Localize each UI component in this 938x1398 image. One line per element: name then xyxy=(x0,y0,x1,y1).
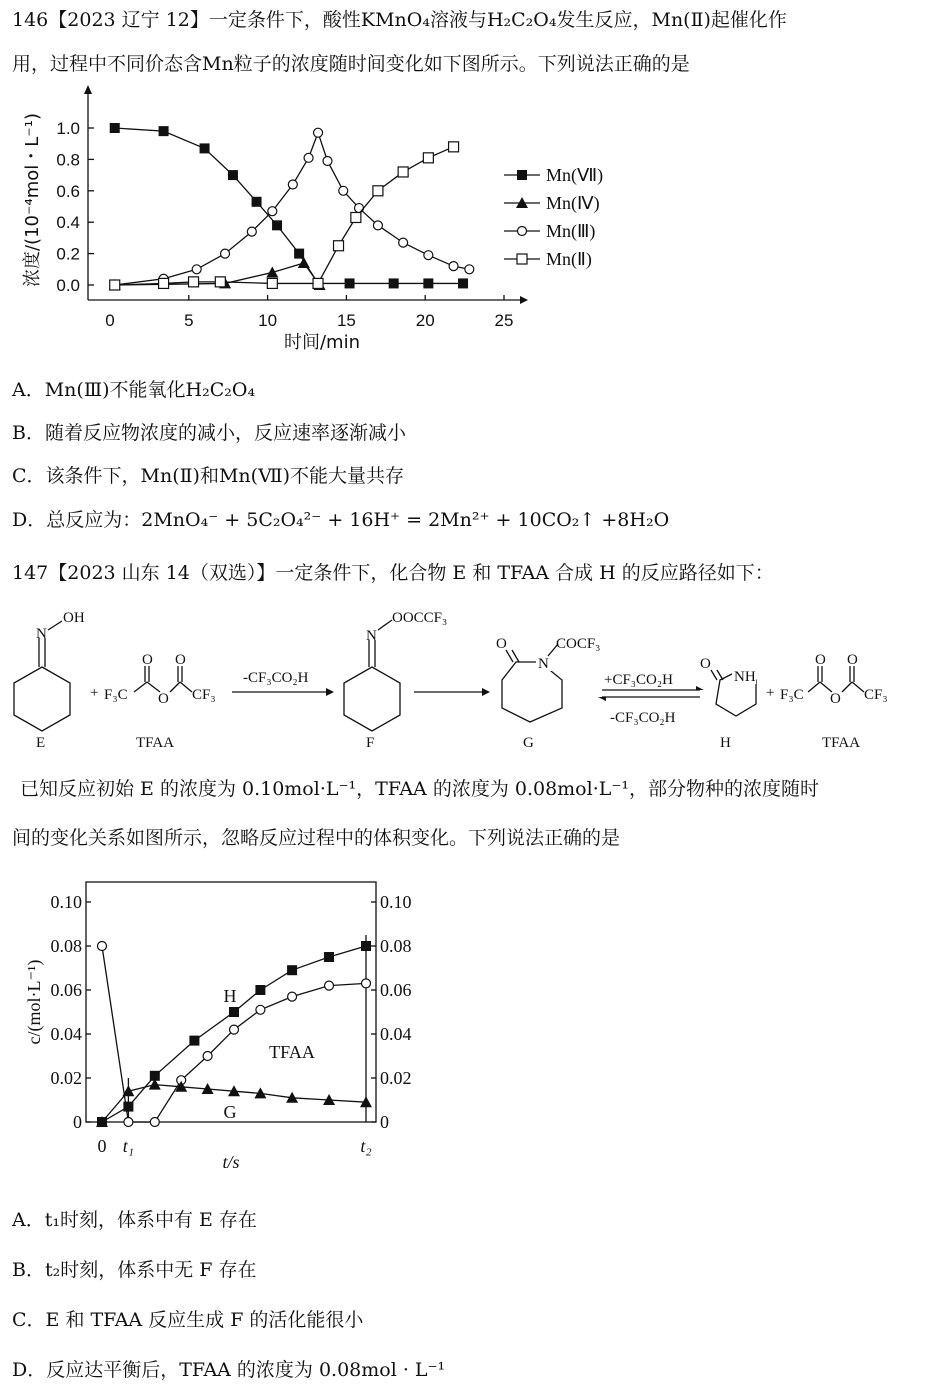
data-point xyxy=(399,238,408,247)
g-o-atom: O xyxy=(496,636,507,652)
tfaa-f3c: F₃C xyxy=(104,687,128,703)
data-point xyxy=(203,1052,212,1061)
compound-f xyxy=(344,610,447,751)
y-tick-label-left: 0.08 xyxy=(50,936,82,956)
y-tick-label-left: 0.02 xyxy=(50,1068,82,1088)
compound-g xyxy=(496,636,600,751)
eq-reverse-label: -CF₃CO₂H xyxy=(610,710,676,726)
series-label: G xyxy=(223,1102,237,1122)
data-point xyxy=(298,257,310,268)
data-point xyxy=(373,221,382,230)
data-point xyxy=(351,212,361,222)
data-point xyxy=(314,128,323,137)
tfaa2-cf3: CF₃ xyxy=(864,687,888,703)
data-point xyxy=(324,952,334,962)
data-point xyxy=(362,979,371,988)
label-f: F xyxy=(366,735,375,751)
data-point xyxy=(256,1005,265,1014)
y-axis-arrow xyxy=(84,85,92,94)
y-tick-label: 0.0 xyxy=(56,276,80,295)
f-ester-group: OOCCF₃ xyxy=(392,610,448,626)
q147-option-b: B．t₂时刻，体系中无 F 存在 xyxy=(12,1259,257,1281)
series-label: TFAA xyxy=(269,1042,315,1062)
y-tick-label-right: 0.10 xyxy=(380,892,412,912)
data-point xyxy=(272,220,282,230)
e-n-atom: N xyxy=(36,626,47,642)
data-point xyxy=(229,1007,239,1017)
tfaa2-o1: O xyxy=(815,652,826,668)
data-point xyxy=(398,167,408,177)
data-point xyxy=(304,153,313,162)
x-tick-label: t₂ xyxy=(360,1136,372,1156)
compound-tfaa xyxy=(104,652,216,751)
y-tick-label-left: 0 xyxy=(73,1112,82,1132)
tfaa-o1: O xyxy=(142,652,153,668)
plus-sign-2: + xyxy=(766,685,775,701)
label-g: G xyxy=(523,735,534,751)
data-point xyxy=(189,1036,199,1046)
y-tick-label-right: 0.04 xyxy=(380,1024,412,1044)
data-point xyxy=(288,180,297,189)
x-tick-label: 20 xyxy=(415,311,435,330)
data-point xyxy=(123,1102,133,1112)
compound-tfaa-2 xyxy=(780,652,888,751)
data-point xyxy=(323,156,332,165)
q146-option-d: D．总反应为：2MnO₄⁻ + 5C₂O₄²⁻ + 16H⁺ = 2Mn²⁺ + 10CO₂↑ +8H₂O xyxy=(12,509,670,531)
data-point xyxy=(449,142,459,152)
data-point xyxy=(98,942,107,951)
tfaa2-o-bridge: O xyxy=(830,691,841,707)
series-line xyxy=(115,133,470,285)
x-axis-arrow xyxy=(520,296,528,304)
q147-option-c: C．E 和 TFAA 反应生成 F 的活化能很小 xyxy=(12,1309,364,1331)
compound-h xyxy=(700,656,756,751)
data-point xyxy=(189,277,199,287)
x-tick-label: 15 xyxy=(336,311,356,330)
data-point xyxy=(268,207,277,216)
label-tfaa-1: TFAA xyxy=(136,735,175,751)
data-point xyxy=(288,992,297,1001)
data-point xyxy=(423,278,433,288)
data-point xyxy=(266,266,278,277)
y-tick-label-left: 0.06 xyxy=(50,980,82,1000)
g-cocf3-group: COCF₃ xyxy=(556,636,601,652)
data-point xyxy=(325,981,334,990)
q146-title-line1: 146【2023 辽宁 12】一定条件下，酸性KMnO₄溶液与H₂C₂O₄发生反应，Mn(Ⅱ)起催化作 xyxy=(12,9,787,31)
data-point xyxy=(267,278,277,288)
data-point xyxy=(200,143,210,153)
q147-option-d: D．反应达平衡后，TFAA 的浓度为 0.08mol · L⁻¹ xyxy=(12,1359,446,1381)
data-point xyxy=(159,126,169,136)
data-point xyxy=(287,965,297,975)
q147-known-line1: 已知反应初始 E 的浓度为 0.10mol·L⁻¹，TFAA 的浓度为 0.08mol·L⁻¹，部分物种的浓度随时 xyxy=(20,778,819,800)
data-point xyxy=(361,941,371,951)
y-tick-label: 0.2 xyxy=(56,244,80,264)
legend-marker xyxy=(518,227,527,236)
y-tick-label-left: 0.04 xyxy=(50,1024,82,1044)
q146-title-line2: 用，过程中不同价态含Mn粒子的浓度随时间变化如下图所示。下列说法正确的是 xyxy=(12,53,690,75)
data-point xyxy=(192,265,201,274)
legend-label: Mn(Ⅶ) xyxy=(546,165,604,185)
data-point xyxy=(313,278,323,288)
data-point xyxy=(449,262,458,271)
data-point xyxy=(339,186,348,195)
data-point xyxy=(458,278,468,288)
data-point xyxy=(465,265,474,274)
y-tick-label-right: 0.08 xyxy=(380,936,412,956)
x-tick-label: 0 xyxy=(97,1136,107,1156)
y-tick-label-right: 0.06 xyxy=(380,980,412,1000)
step1-label: -CF₃CO₂H xyxy=(243,670,309,686)
tfaa2-o2: O xyxy=(847,652,858,668)
label-tfaa-2: TFAA xyxy=(822,735,861,751)
data-point xyxy=(389,278,399,288)
reaction-scheme xyxy=(0,600,938,760)
data-point xyxy=(159,278,169,288)
data-point xyxy=(294,249,304,259)
x-axis-label: t/s xyxy=(222,1152,240,1172)
data-point xyxy=(150,1118,159,1127)
x-tick-label: t₁ xyxy=(122,1136,135,1156)
eq-forward-label: +CF₃CO₂H xyxy=(604,672,673,688)
plus-sign: + xyxy=(90,685,99,701)
q146-option-c: C．该条件下，Mn(Ⅱ)和Mn(Ⅶ)不能大量共存 xyxy=(12,465,405,487)
data-point xyxy=(345,278,355,288)
g-n-atom: N xyxy=(538,656,549,672)
y-tick-label: 0.6 xyxy=(56,181,80,201)
q146-option-b: B．随着反应物浓度的减小，反应速率逐渐减小 xyxy=(12,422,406,444)
data-point xyxy=(230,1025,239,1034)
y-tick-label-right: 0 xyxy=(380,1112,389,1132)
y-axis-label: c/(mol·L⁻¹) xyxy=(24,959,44,1045)
data-point xyxy=(110,280,120,290)
data-point xyxy=(110,123,120,133)
legend-label: Mn(Ⅱ) xyxy=(546,249,592,269)
tfaa-o-bridge: O xyxy=(158,691,169,707)
x-tick-label: 10 xyxy=(258,311,278,330)
x-tick-label: 5 xyxy=(184,311,194,330)
data-point xyxy=(373,186,383,196)
f-n-atom: N xyxy=(366,628,377,644)
data-point xyxy=(247,227,256,236)
series-line xyxy=(115,128,463,283)
y-tick-label: 0.8 xyxy=(56,150,80,170)
y-tick-label: 0.4 xyxy=(56,213,80,233)
label-h: H xyxy=(720,735,731,751)
series-label: H xyxy=(223,986,237,1006)
data-point xyxy=(252,197,262,207)
q147-title: 147【2023 山东 14（双选）】一定条件下，化合物 E 和 TFAA 合成 H 的反应路径如下： xyxy=(12,562,774,584)
data-point xyxy=(124,1118,133,1127)
y-tick-label-left: 0.10 xyxy=(50,892,82,912)
data-point xyxy=(424,251,433,260)
data-point xyxy=(221,249,230,258)
legend-marker xyxy=(517,170,527,180)
x-tick-label: 0 xyxy=(105,311,115,330)
y-tick-label: 1.0 xyxy=(56,119,80,138)
tfaa-cf3: CF₃ xyxy=(192,687,216,703)
data-point xyxy=(355,204,364,213)
compound-e xyxy=(14,610,85,751)
q146-option-a: A．Mn(Ⅲ)不能氧化H₂C₂O₄ xyxy=(12,379,256,401)
x-axis-label: 时间/min xyxy=(283,332,361,353)
tfaa-concentration-chart xyxy=(0,870,460,1175)
data-point xyxy=(228,170,238,180)
e-oh-group: OH xyxy=(63,610,85,626)
tfaa-o2: O xyxy=(175,652,186,668)
q147-known-line2: 间的变化关系如图所示，忽略反应过程中的体积变化。下列说法正确的是 xyxy=(12,827,621,849)
y-axis-label: 浓度/(10⁻⁴mol・L⁻¹) xyxy=(22,112,43,288)
mn-concentration-chart xyxy=(0,82,640,360)
data-point xyxy=(255,985,265,995)
data-point xyxy=(423,153,433,163)
data-point xyxy=(334,241,344,251)
y-tick-label-right: 0.02 xyxy=(380,1068,412,1088)
legend-marker xyxy=(517,254,527,264)
legend-label: Mn(Ⅲ) xyxy=(546,221,596,241)
q147-option-a: A．t₁时刻，体系中有 E 存在 xyxy=(12,1209,257,1231)
label-e: E xyxy=(36,735,46,751)
tfaa2-f3c: F₃C xyxy=(780,687,804,703)
h-o-atom: O xyxy=(700,656,711,672)
h-nh-group: NH xyxy=(734,669,756,685)
data-point xyxy=(215,277,225,287)
x-tick-label: 25 xyxy=(494,311,514,330)
legend-label: Mn(Ⅳ) xyxy=(546,193,600,213)
